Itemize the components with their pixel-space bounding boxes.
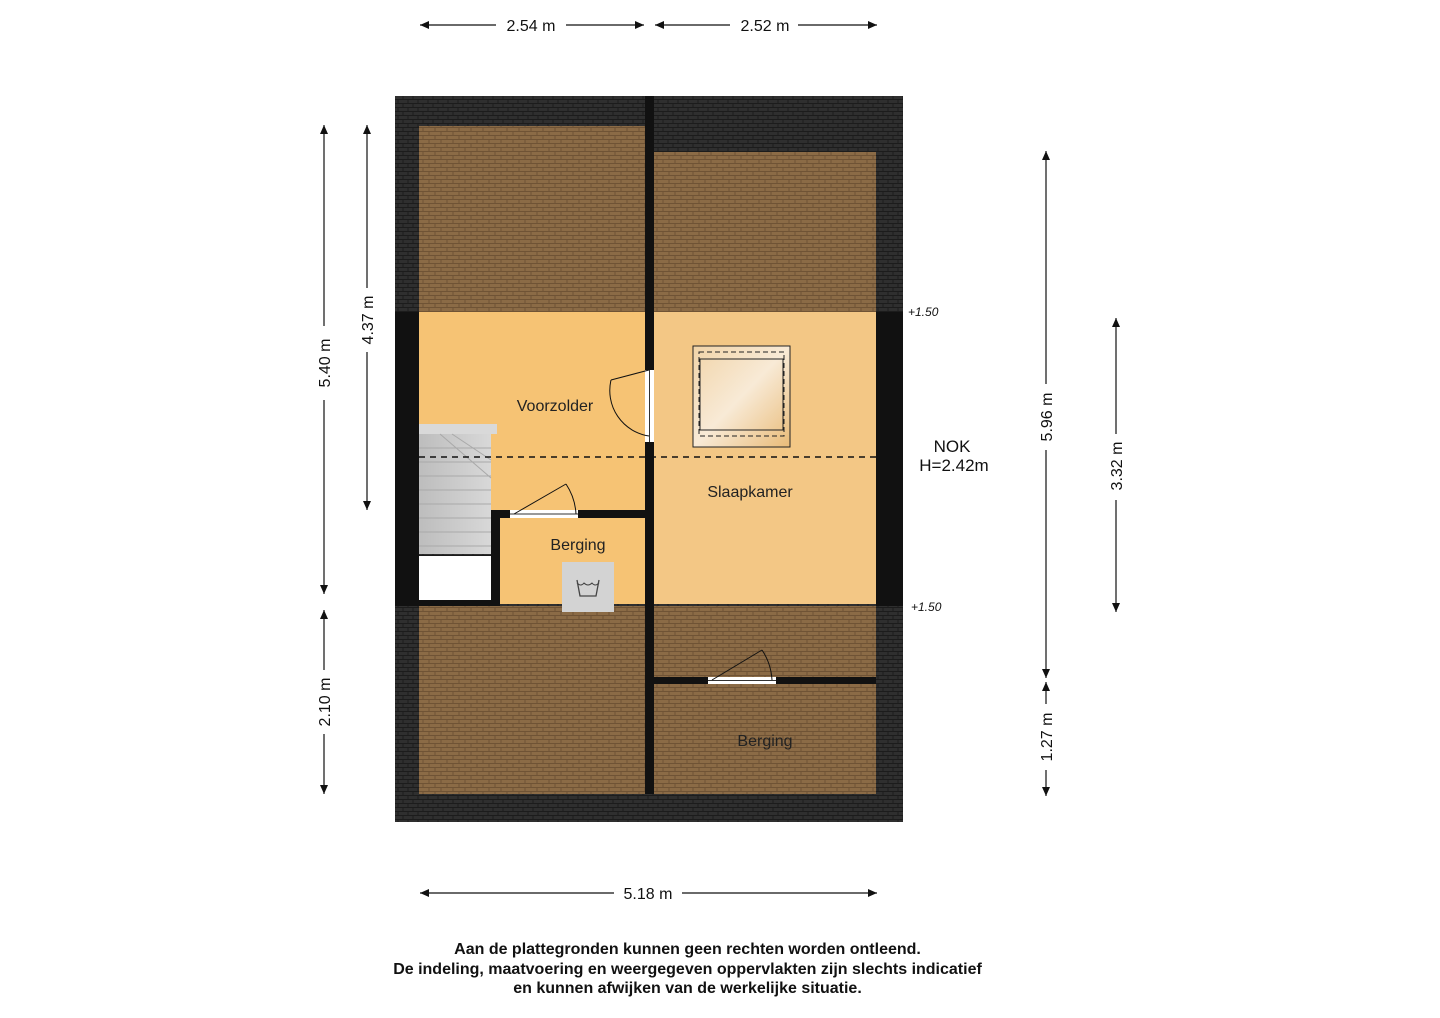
level-marker-upper: +1.50 [908,305,939,319]
stair-opening [419,556,491,600]
room-label-voorzolder: Voorzolder [516,398,594,415]
wall-stair-right [491,510,500,606]
wall-center-lower [645,442,654,794]
dim-label-top-right: 2.52 m [740,18,790,35]
room-label-slaapkamer: Slaapkamer [707,484,793,501]
disclaimer-line: en kunnen afwijken van de werkelijke situatie. [513,980,862,997]
dim-label-bottom: 5.18 m [623,886,673,903]
dim-label-left-lower: 2.10 m [317,677,334,727]
wall-left [395,312,419,606]
dim-label-right-inner: 3.32 m [1109,441,1126,491]
dim-label-top-left: 2.54 m [506,18,556,35]
roof-slope-bottom-left [419,606,645,794]
dim-label-left-outer: 5.40 m [317,338,334,388]
disclaimer-line: Aan de plattegronden kunnen geen rechten worden ontleend. [454,941,921,958]
disclaimer [0,940,1375,999]
room-label-berging-small: Berging [550,537,606,554]
roof-slope-top-right [654,152,876,312]
dim-label-right-lower: 1.27 m [1039,712,1056,762]
skylight [693,346,790,447]
roof-slope-bottom-right [654,606,876,794]
wall-berging-bottom-left [419,600,500,606]
stair-landing [419,424,497,434]
nok-height-label: H=2.42m [919,456,989,475]
stairs [419,434,491,554]
dim-label-left-inner: 4.37 m [360,295,377,345]
room-label-berging-large: Berging [737,733,793,750]
level-marker-lower: +1.50 [911,600,942,614]
dim-label-right-outer: 5.96 m [1039,392,1056,442]
nok-label: NOK [933,437,971,456]
washing-machine-icon [562,562,614,612]
wall-center-upper [645,96,654,370]
wall-right [876,312,903,606]
roof-slope-top-left [419,126,645,312]
disclaimer-line: De indeling, maatvoering en weergegeven oppervlakten zijn slechts indicatief [393,960,982,978]
